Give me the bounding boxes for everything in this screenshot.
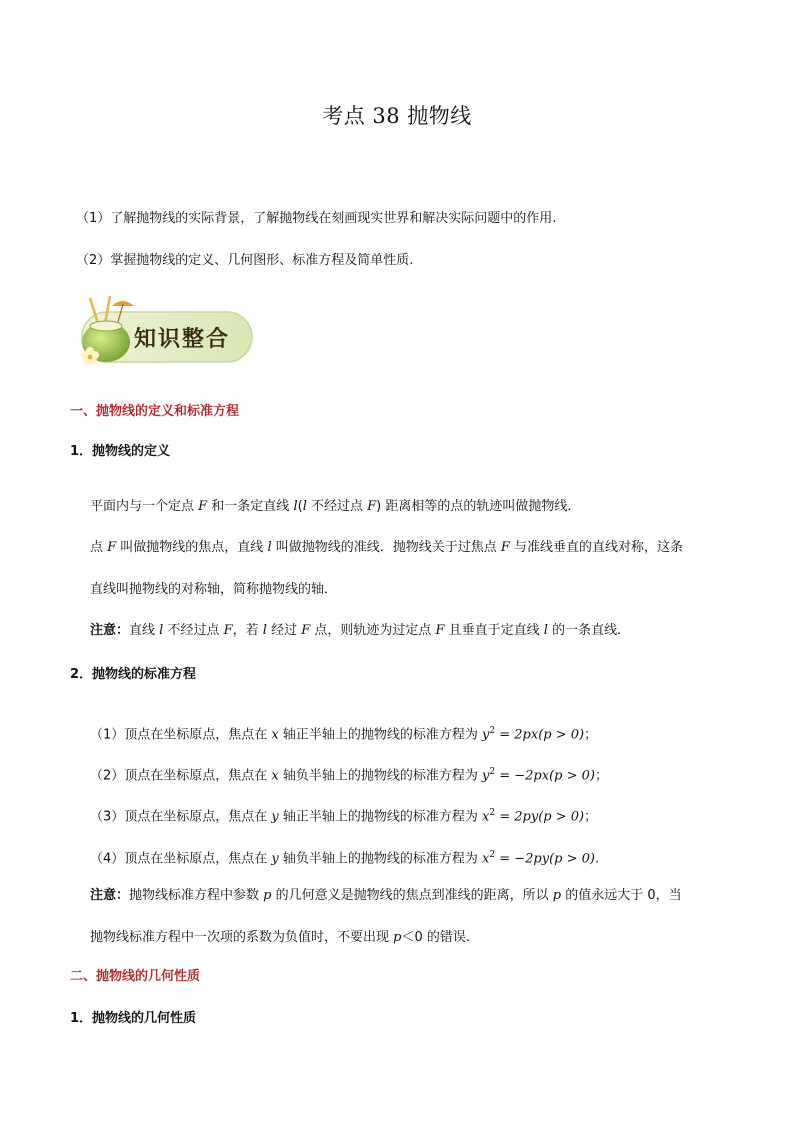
equation-item-1: （1）顶点在坐标原点，焦点在 x 轴正半轴上的抛物线的标准方程为 $y^2 = 2px(p > 0)$； [90,726,598,743]
equation-note-line-2: 抛物线标准方程中一次项的系数为负值时，不要出现 p＜0 的错误. [90,930,471,945]
page-title: 考点 38 抛物线 [322,104,472,128]
subsection-1-2-heading: 2．抛物线的标准方程 [70,667,197,682]
definition-note: 注意：直线 l 不经过点 F，若 l 经过 F 点，则轨迹为过定点 F 且垂直于定直线 l 的一条直线． [90,623,631,638]
badge-label: 知识整合 [134,326,231,352]
section-1-heading: 一、抛物线的定义和标准方程 [70,404,240,419]
objective-1: （1）了解抛物线的实际背景，了解抛物线在刻画现实世界和解决实际问题中的作用. [76,211,557,226]
equation-item-2: （2）顶点在坐标原点，焦点在 x 轴负半轴上的抛物线的标准方程为 $y^2 = -2px(p > 0)$； [90,767,608,784]
section-2-heading: 二、抛物线的几何性质 [70,969,201,984]
equation-note-line-1: 注意：抛物线标准方程中参数 p 的几何意义是抛物线的焦点到准线的距离，所以 p 的值永远大于 0，当 [90,888,682,903]
objective-2: （2）掌握抛物线的定义、几何图形、标准方程及简单性质. [76,253,414,268]
definition-line-1: 平面内与一个定点 F 和一条定直线 l(l 不经过点 F) 距离相等的点的轨迹叫做抛物线． [90,499,581,514]
subsection-2-1-heading: 1．抛物线的几何性质 [70,1011,197,1026]
definition-line-2: 点 F 叫做抛物线的焦点，直线 l 叫做抛物线的准线．抛物线关于过焦点 F 与准线垂直的直线对称，这条 [90,540,684,555]
subsection-1-1-heading: 1．抛物线的定义 [70,444,171,459]
equation-item-4: （4）顶点在坐标原点，焦点在 y 轴负半轴上的抛物线的标准方程为 $x^2 = -2py(p > 0)$. [90,850,600,867]
equation-item-3: （3）顶点在坐标原点，焦点在 y 轴正半轴上的抛物线的标准方程为 $x^2 = 2py(p > 0)$； [90,808,598,825]
definition-line-3: 直线叫抛物线的对称轴，简称抛物线的轴． [90,582,338,597]
